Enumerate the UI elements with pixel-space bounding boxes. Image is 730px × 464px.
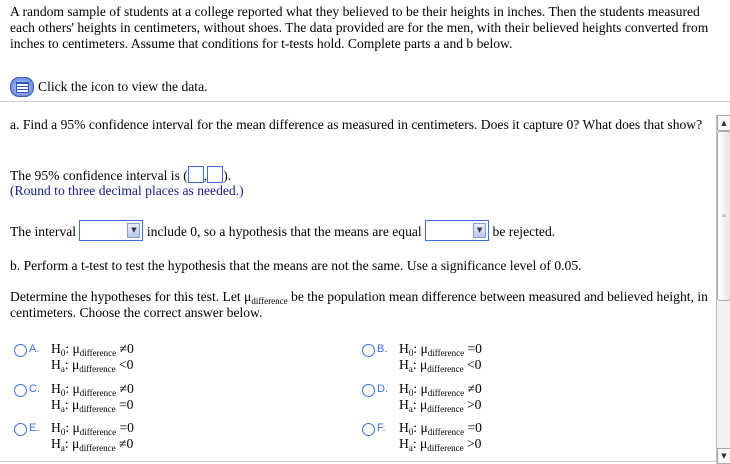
ci-upper-input[interactable] <box>207 166 223 183</box>
hypotheses-prompt <box>10 289 715 321</box>
prompt-text: be the population mean difference between measured and believed height, in centimeters. Choose the correct answer below. <box>10 289 708 320</box>
hypothesis-line: $H_0$: $\mu_{difference} =0$ <box>399 420 482 437</box>
part-b-question: b. Perform a t-test to test the hypothesis that the means are not the same. Use a significance level of 0.05. <box>10 258 582 273</box>
answer-option-d[interactable] <box>362 381 482 413</box>
radio-button[interactable] <box>14 344 27 357</box>
hypothesis-line: $H_a$: $\mu_{difference} <0$ <box>399 357 482 374</box>
scroll-down-button[interactable]: ▼ <box>717 448 730 464</box>
hypothesis-line: $H_a$: $\mu_{difference} \ne 0$ <box>51 436 134 453</box>
ci-lower-input[interactable] <box>188 166 204 183</box>
hypothesis-line: $H_0$: $\mu_{difference} =0$ <box>51 420 134 437</box>
option-letter: D. <box>377 383 388 395</box>
option-letter: F. <box>377 422 386 434</box>
round-note: (Round to three decimal places as needed.) <box>10 183 244 198</box>
scroll-thumb[interactable]: ≡ <box>717 131 730 301</box>
ci-suffix: ). <box>223 168 232 183</box>
data-table-icon[interactable] <box>10 77 34 97</box>
hypothesis-line: $H_a$: $\mu_{difference} >0$ <box>399 436 482 453</box>
bottom-divider <box>0 461 730 462</box>
view-data-label[interactable]: Click the icon to view the data. <box>38 79 208 94</box>
part-a-question: a. Find a 95% confidence interval for the mean difference as measured in centimeters. Does it capture 0? What does that show? <box>10 117 703 132</box>
hypothesis-line: $H_a$: $\mu_{difference} =0$ <box>51 397 134 414</box>
ci-prefix: The 95% confidence interval is ( <box>10 168 188 183</box>
hypothesis-line: $H_0$: $\mu_{difference} =0$ <box>399 341 482 358</box>
can-reject-dropdown[interactable] <box>425 220 489 241</box>
prompt-sub: difference <box>251 296 288 306</box>
answer-option-f[interactable] <box>362 420 482 452</box>
radio-button[interactable] <box>362 344 375 357</box>
divider <box>0 101 730 102</box>
ci-comma: , <box>203 168 208 183</box>
radio-button[interactable] <box>362 423 375 436</box>
scroll-up-button[interactable]: ▲ <box>717 115 730 131</box>
radio-button[interactable] <box>362 384 375 397</box>
scrollbar[interactable] <box>716 115 730 464</box>
interval-prefix: The interval <box>10 224 77 239</box>
radio-button[interactable] <box>14 423 27 436</box>
chevron-down-icon[interactable]: ▼ <box>473 223 486 238</box>
option-letter: C. <box>29 383 40 395</box>
does-include-dropdown[interactable] <box>79 220 143 241</box>
hypothesis-line: $H_0$: $\mu_{difference} \ne 0$ <box>399 381 482 398</box>
interval-suffix: be rejected. <box>492 224 556 239</box>
answer-option-e[interactable] <box>14 420 134 452</box>
option-letter: B. <box>377 343 388 355</box>
answer-option-a[interactable] <box>14 341 134 373</box>
problem-intro: A random sample of students at a college reported what they believed to be their heights in inches. Then the students measured each others' heights in centimeters, without shoes. The data provided are for the men, with their believed heights converted from inches to centimeters. Assume that conditions for t-tests hold. Complete parts a and b below. <box>10 4 709 51</box>
radio-button[interactable] <box>14 384 27 397</box>
answer-option-c[interactable] <box>14 381 134 413</box>
hypothesis-line: $H_0$: $\mu_{difference} \ne 0$ <box>51 341 134 358</box>
hypothesis-line: $H_0$: $\mu_{difference} \ne 0$ <box>51 381 134 398</box>
hypothesis-line: $H_a$: $\mu_{difference} <0$ <box>51 357 134 374</box>
option-letter: A. <box>29 343 40 355</box>
answer-option-b[interactable] <box>362 341 482 373</box>
hypothesis-line: $H_a$: $\mu_{difference} >0$ <box>399 397 482 414</box>
prompt-text: Determine the hypotheses for this test. Let μ <box>10 289 252 304</box>
option-letter: E. <box>29 422 40 434</box>
chevron-down-icon[interactable]: ▼ <box>127 223 140 238</box>
view-data-link[interactable] <box>10 77 208 97</box>
interval-row <box>10 220 555 241</box>
ci-row <box>10 166 231 184</box>
interval-middle: include 0, so a hypothesis that the means are equal <box>146 224 422 239</box>
